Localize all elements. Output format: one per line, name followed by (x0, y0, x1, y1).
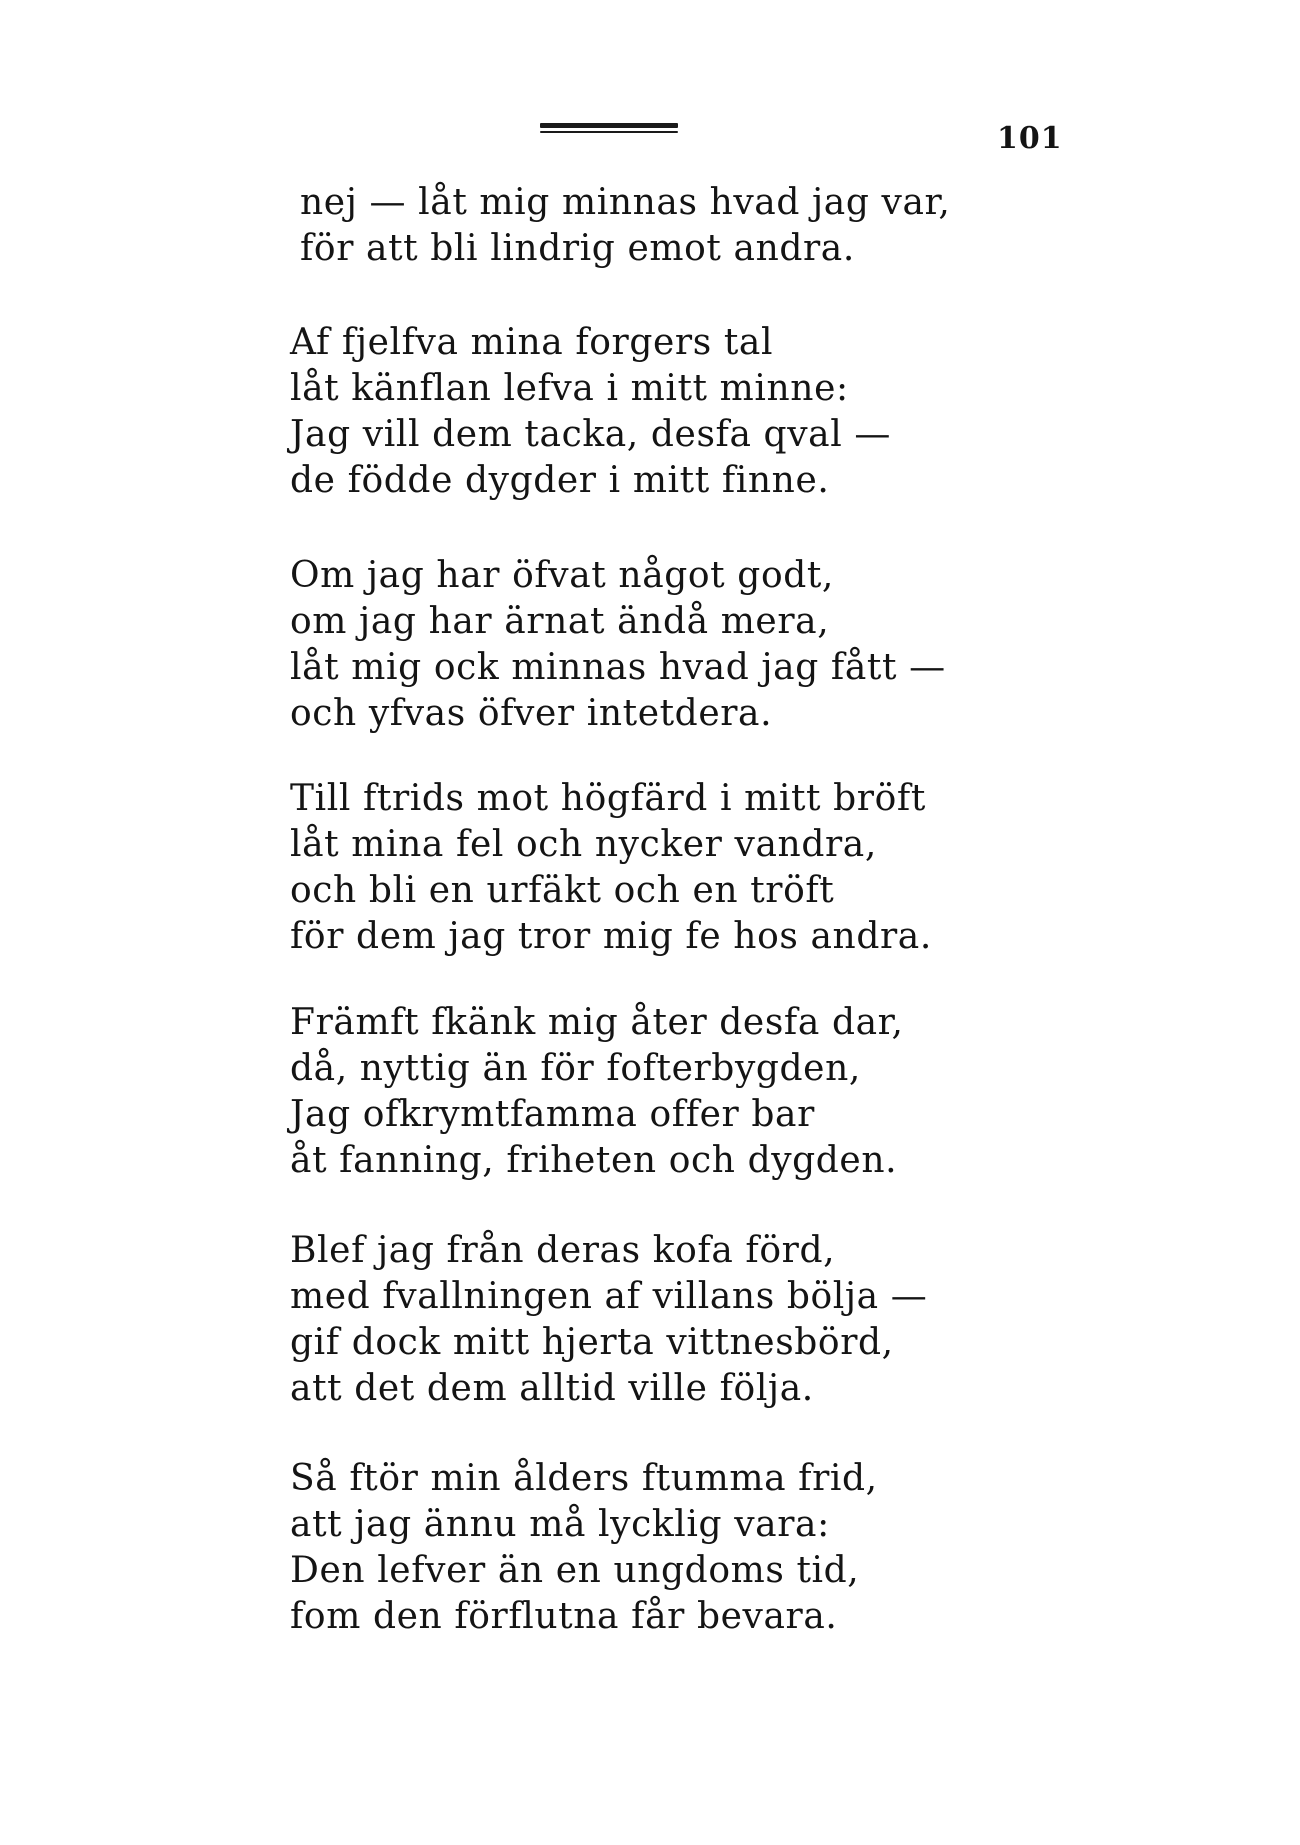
verse-line: för dem jag tror mig fe hos andra. (290, 916, 932, 957)
verse-line: de födde dygder i mitt finne. (290, 460, 830, 501)
verse-line: Om jag har öfvat något godt, (290, 555, 834, 596)
verse-line: låt mina fel och nycker vandra, (290, 824, 877, 865)
verse-line: för att bli lindrig emot andra. (300, 228, 855, 269)
verse-line: Jag vill dem tacka, desfa qval — (290, 414, 891, 455)
verse-line: då, nyttig än för fofterbygden, (290, 1048, 861, 1089)
stanza-5 (290, 1000, 1070, 1184)
verse-line: nej — låt mig minnas hvad jag var, (300, 182, 951, 223)
verse-line: och yfvas öfver intetdera. (290, 693, 773, 734)
stanza-2 (290, 320, 1070, 504)
verse-line: Främft fkänk mig åter desfa dar, (290, 1002, 904, 1043)
verse-line: med fvallningen af villans bölja — (290, 1276, 928, 1317)
verse-line: Till ftrids mot högfärd i mitt bröft (290, 778, 926, 819)
verse-line: låt mig ock minnas hvad jag fått — (290, 647, 946, 688)
verse-line: att jag ännu må lycklig vara: (290, 1504, 830, 1545)
verse-line: Blef jag från deras kofa förd, (290, 1230, 836, 1271)
verse-line: gif dock mitt hjerta vittnesbörd, (290, 1322, 894, 1363)
verse-line: åt fanning, friheten och dygden. (290, 1140, 898, 1181)
verse-line: fom den förflutna får bevara. (290, 1596, 838, 1637)
stanza-4 (290, 776, 1070, 960)
page-number: 101 (997, 121, 1063, 156)
verse-line: och bli en urfäkt och en tröft (290, 870, 835, 911)
header-rule-thin (540, 131, 678, 133)
poem-body (290, 180, 1070, 1640)
verse-line: låt känflan lefva i mitt minne: (290, 368, 849, 409)
stanza-3 (290, 553, 1070, 737)
stanza-6 (290, 1228, 1070, 1412)
stanza-7 (290, 1456, 1070, 1640)
header-rule-thick (540, 123, 678, 128)
verse-line: Af fjelfva mina forgers tal (290, 322, 774, 363)
stanza-1 (300, 180, 1070, 272)
verse-line: Så ftör min ålders ftumma frid, (290, 1458, 878, 1499)
verse-line: att det dem alltid ville följa. (290, 1368, 814, 1409)
verse-line: Den lefver än en ungdoms tid, (290, 1550, 860, 1591)
verse-line: Jag ofkrymtfamma offer bar (290, 1094, 815, 1135)
verse-line: om jag har ärnat ändå mera, (290, 601, 830, 642)
header-ornament-rule (540, 123, 678, 137)
